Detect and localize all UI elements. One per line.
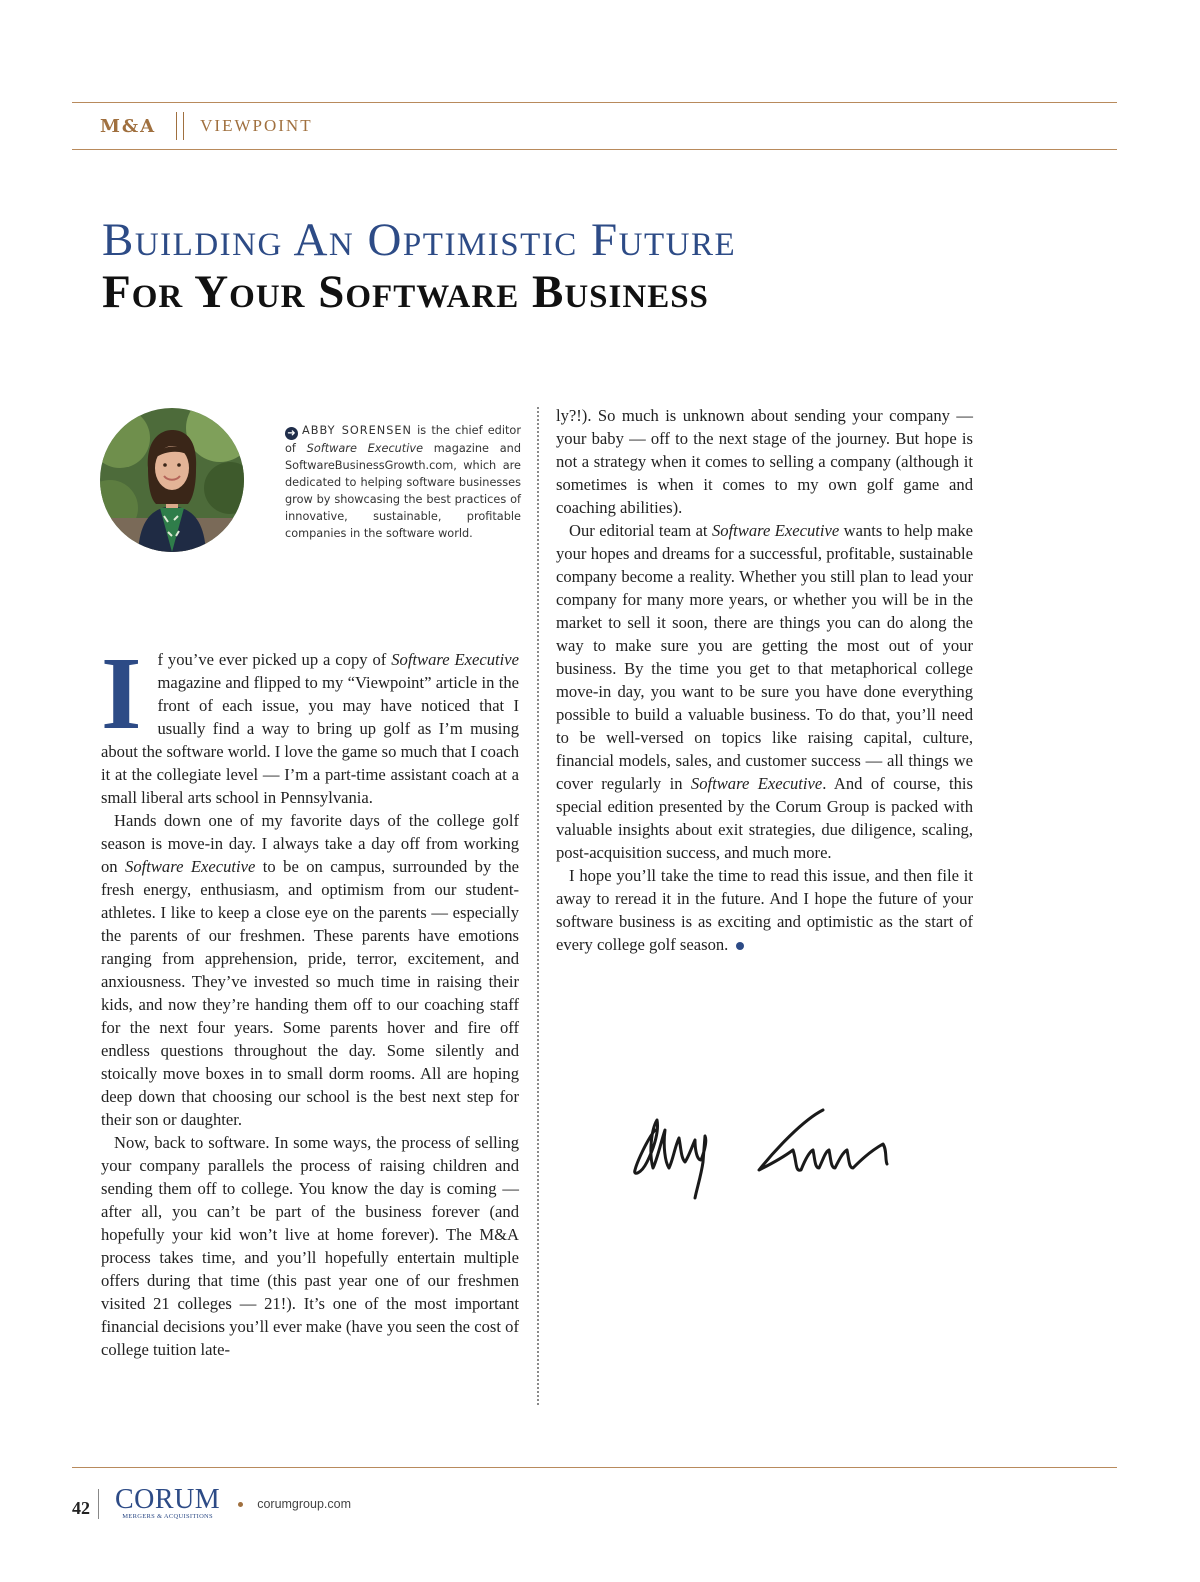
footer-url[interactable]: corumgroup.com [257,1497,351,1511]
paragraph-text: Hands down one of my favorite days of the college golf season is move-in day. I always take a day off from working on [101,811,519,876]
signature-scribble [625,1090,905,1210]
drop-cap: I [101,636,142,751]
page-footer [72,1484,351,1524]
article-column-left [101,636,519,1361]
paragraph-text: . And of course, this special edition presented by the Corum Group is packed with valuable insights about exit strategies, due diligence, scaling, post-acquisition success, and much more. [556,774,973,862]
paragraph-text: I hope you’ll take the time to read this issue, and then file it away to reread it in the future. And I hope the future of your software business is as exciting and optimistic as the start of every college golf season. [556,866,973,954]
circle-arrow-right-icon: ➜ [285,427,298,440]
article-paragraph-3 [101,1131,519,1361]
bio-text-part-1: is the chief editor of [285,424,521,455]
article-paragraph-3-continued [556,404,973,519]
magazine-title: Software Executive [711,521,840,540]
article-title-line-2: For Your Software Business [102,266,709,318]
header-bottom-rule [72,149,1117,150]
footer-dot-icon [238,1502,243,1507]
paragraph-text: magazine and flipped to my “Viewpoint” article in the front of each issue, you may have noticed that I usually find a way to bring up golf as I’m musing about the software world. I love the game so much that I coach it at the collegiate level — I’m a part-time assistant coach at a small liberal arts school in Pennsylvania. [101,673,519,807]
bio-magazine-title: Software Executive [306,442,424,455]
logo-subtitle: MERGERS & ACQUISITIONS [122,1513,213,1520]
section-divider [176,112,184,140]
article-column-right [556,404,973,956]
paragraph-text: wants to help make your hopes and dreams for a successful, profitable, sustainable company become a reality. Whether you still plan to lead your company for many more years, or whether you will be in the market to sell it soon, there are things you can do along the way to make sure you are getting the most out of your business. By the time you get to that metaphorical college move-in day, you want to be sure you have done everything possible to build a valuable business. To do that, you’ll need to be well-versed on topics like raising capital, culture, financial models, sales, and customer success — all things we cover regularly in [556,521,974,793]
section-tag: M&A [100,115,157,137]
page-number: 42 [72,1489,99,1519]
article-paragraph-5 [556,864,973,956]
paragraph-text: Now, back to software. In some ways, the process of selling your company parallels the process of raising children and sending them off to college. You know the day is coming — after all, you can’t be part of the business forever (and hopefully your kid won’t live at home forever). The M&A process takes time, and you’ll hopefully entertain multiple offers during that time (this past year one of our freshmen visited 21 colleges — 21!). It’s one of the most important financial decisions you’ll ever make (have you seen the cost of college tuition late- [101,1133,519,1359]
logo-wordmark: CORUM [115,1484,221,1515]
magazine-title: Software Executive [690,774,823,793]
section-category: VIEWPOINT [200,116,313,135]
author-portrait-illustration [100,408,244,552]
bio-text-part-2: magazine and SoftwareBusinessGrowth.com, which are dedicated to helping software businesses grow by showcasing the best practices of innovative, sustainable, profitable companies in the software world. [285,442,521,540]
article-paragraph-2 [101,809,519,1131]
header-top-rule [72,102,1117,103]
magazine-title: Software Executive [125,857,256,876]
author-name: ABBY SORENSEN [302,424,412,437]
magazine-title: Software Executive [391,650,519,669]
corum-logo [115,1484,221,1521]
footer-rule [72,1467,1117,1468]
article-paragraph-4 [556,519,973,864]
article-title-line-1: Building An Optimistic Future [102,214,737,266]
dot-icon [736,942,744,950]
article-paragraph-1 [101,636,519,809]
author-bio [285,422,521,542]
section-header [100,112,313,140]
paragraph-text: to be on campus, surrounded by the fresh energy, enthusiasm, and optimism from our student-athletes. I like to keep a close eye on the parents — especially the parents of our freshmen. These parents have emotions ranging from apprehension, pride, terror, excitement, and anxiousness. They’ve invested so much time in raising their kids, and now they’re handing them off to our coaching staff for the next four years. Some parents hover and fire off endless questions throughout the day. Some silently and stoically move boxes in to small dorm rooms. All are hoping deep down that choosing our school is the best next step for their son or daughter. [101,857,519,1129]
paragraph-text: f you’ve ever picked up a copy of [157,650,392,669]
author-signature [625,1090,905,1214]
author-photo [100,408,244,552]
column-divider [537,407,539,1405]
paragraph-text: Our editorial team at [569,521,712,540]
paragraph-text: ly?!). So much is unknown about sending your company — your baby — off to the next stage of the journey. But hope is not a strategy when it comes to selling a company (although it sometimes is when it comes to my own golf game and coaching abilities). [556,406,973,517]
